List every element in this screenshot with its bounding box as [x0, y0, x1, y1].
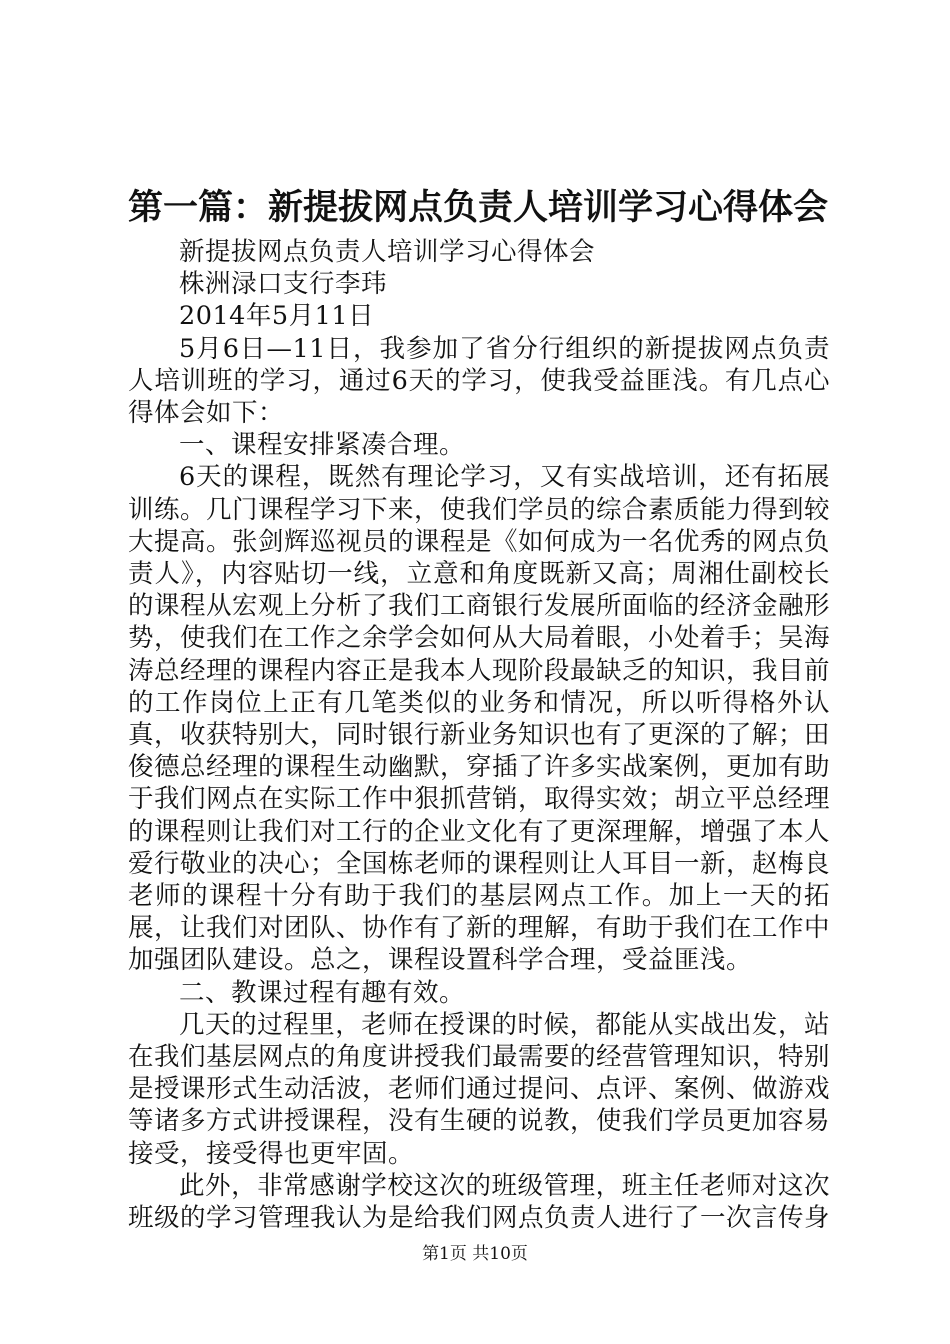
document-body: [128, 236, 830, 1234]
paragraph-courses: 6天的课程，既然有理论学习，又有实战培训，还有拓展训练。几门课程学习下来，使我们学员的综合素质能力得到较大提高。张剑辉巡视员的课程是《如何成为一名优秀的网点负责人》，内容贴切一线，立意和角度既新又高；周湘仕副校长的课程从宏观上分析了我们工商银行发展所面临的经济金融形势，使我们在工作之余学会如何从大局着眼，小处着手；吴海涛总经理的课程内容正是我本人现阶段最缺乏的知识，我目前的工作岗位上正有几笔类似的业务和情况，所以听得格外认真，收获特别大，同时银行新业务知识也有了更深的了解；田俊德总经理的课程生动幽默，穿插了许多实战案例，更加有助于我们网点在实际工作中狠抓营销，取得实效；胡立平总经理的课程则让我们对工行的企业文化有了更深理解，增强了本人爱行敬业的决心；全国栋老师的课程则让人耳目一新，赵梅良老师的课程十分有助于我们的基层网点工作。加上一天的拓展，让我们对团队、协作有了新的理解，有助于我们在工作中加强团队建设。总之，课程设置科学合理，受益匪浅。: [128, 462, 831, 976]
paragraph-subtitle: 新提拔网点负责人培训学习心得体会: [179, 237, 596, 267]
paragraph-teaching: 几天的过程里，老师在授课的时候，都能从实战出发，站在我们基层网点的角度讲授我们最需要的经营管理知识，特别是授课形式生动活波，老师们通过提问、点评、案例、做游戏等诸多方式讲授课程，没有生硬的说教，使我们学员更加容易接受，接受得也更牢固。: [128, 1009, 831, 1169]
page-footer: 第1页 共10页: [422, 1244, 528, 1264]
paragraph-date: 2014年5月11日: [179, 301, 375, 332]
paragraph-author: 株洲渌口支行李玮: [179, 269, 388, 300]
document-title: 第一篇：新提拔网点负责人培训学习心得体会: [128, 187, 829, 228]
paragraph-intro: 5月6日—11日，我参加了省分行组织的新提拔网点负责人培训班的学习，通过6天的学习，使我受益匪浅。有几点心得体会如下：: [128, 333, 830, 429]
paragraph-heading-2: 二、教课过程有趣有效。: [179, 977, 466, 1008]
paragraph-management: 此外，非常感谢学校这次的班级管理，班主任老师对这次班级的学习管理我认为是给我们网点负责人进行了一次言传身: [128, 1170, 831, 1234]
paragraph-heading-1: 一、课程安排紧凑合理。: [179, 430, 466, 461]
